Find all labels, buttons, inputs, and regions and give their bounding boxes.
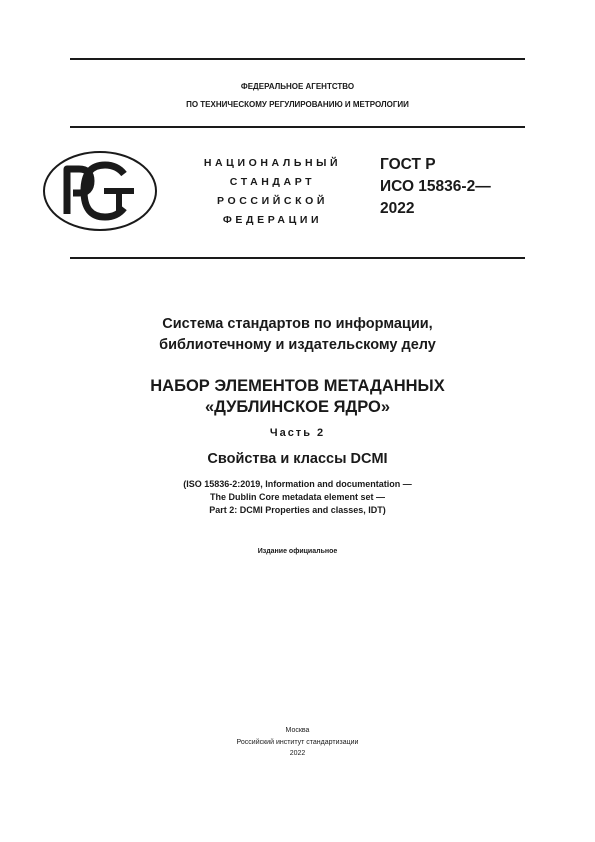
standard-code-line: ГОСТ Р bbox=[380, 156, 436, 173]
series-title-line: библиотечному и издательскому делу bbox=[159, 337, 436, 353]
national-standard-line: ФЕДЕРАЦИИ bbox=[222, 214, 323, 226]
standard-code bbox=[380, 154, 491, 220]
document-title-line: НАБОР ЭЛЕМЕНТОВ МЕТАДАННЫХ bbox=[150, 377, 445, 395]
middle-rule bbox=[70, 257, 525, 259]
standard-code-line: 2022 bbox=[380, 200, 415, 217]
iso-reference-line: The Dublin Core metadata element set — bbox=[209, 492, 386, 502]
agency-name-line-1: ФЕДЕРАЛЬНОЕ АГЕНТСТВО bbox=[240, 82, 355, 91]
national-standard-line: СТАНДАРТ bbox=[229, 176, 316, 188]
header-rule bbox=[70, 126, 525, 128]
top-rule bbox=[70, 58, 525, 60]
national-standard-label bbox=[185, 154, 360, 230]
imprint-city: Москва bbox=[285, 727, 310, 734]
imprint-publisher: Российский институт стандартизации bbox=[236, 738, 359, 746]
rst-logo-icon bbox=[40, 148, 160, 234]
iso-reference-line: Part 2: DCMI Properties and classes, IDT) bbox=[209, 505, 386, 515]
part-label: Часть 2 bbox=[269, 427, 326, 439]
agency-name-line-2: ПО ТЕХНИЧЕСКОМУ РЕГУЛИРОВАНИЮ И МЕТРОЛОГИИ bbox=[186, 100, 409, 109]
part-title: Свойства и классы DCMI bbox=[207, 451, 388, 467]
series-title bbox=[0, 314, 595, 356]
imprint-year: 2022 bbox=[289, 750, 306, 757]
series-title-line: Система стандартов по информации, bbox=[162, 316, 433, 332]
iso-reference bbox=[0, 478, 595, 517]
document-title bbox=[0, 376, 595, 418]
document-title-line: «ДУБЛИНСКОЕ ЯДРО» bbox=[204, 398, 391, 416]
national-standard-line: НАЦИОНАЛЬНЫЙ bbox=[203, 157, 342, 169]
national-standard-line: РОССИЙСКОЙ bbox=[217, 195, 328, 207]
imprint bbox=[0, 725, 595, 760]
iso-reference-line: (ISO 15836-2:2019, Information and documentation — bbox=[183, 479, 412, 489]
standard-code-line: ИСО 15836-2— bbox=[380, 178, 491, 195]
edition-note: Издание официальное bbox=[257, 548, 338, 555]
